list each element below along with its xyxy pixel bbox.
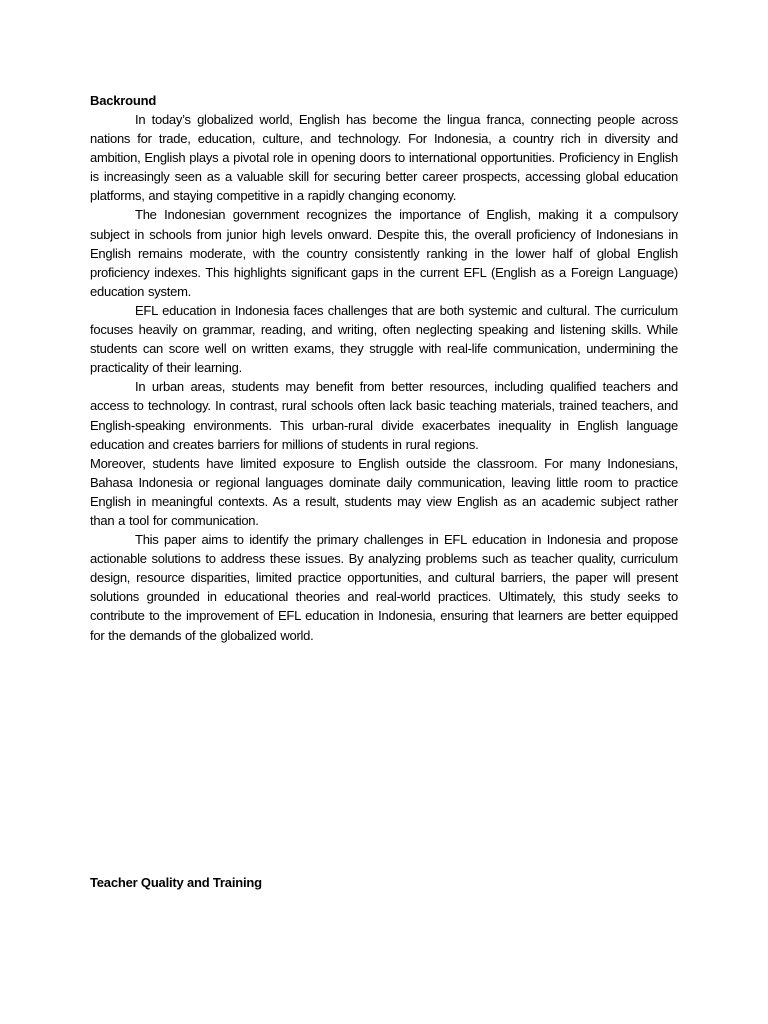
section-heading-teacher-quality: Teacher Quality and Training bbox=[90, 875, 262, 890]
paragraph-6: This paper aims to identify the primary challenges in EFL education in Indonesia and propose actionable solutions to address these issues. By analyzing problems such as teacher quality, curriculum design, resource disparities, limited practice opportunities, and cultural barriers, the paper will present solutions grounded in educational theories and real-world practices. Ultimately, this study seeks to contribute to the improvement of EFL education in Indonesia, ensuring that learners are better equipped for the demands of the globalized world. bbox=[90, 532, 678, 643]
paragraph-5: Moreover, students have limited exposure to English outside the classroom. For many Indonesians, Bahasa Indonesia or regional languages dominate daily communication, leaving little room to practice English in meaningful contexts. As a result, students may view English as an academic subject rather than a tool for communication. bbox=[90, 455, 678, 528]
paragraph-1: In today’s globalized world, English has become the lingua franca, connecting people across nations for trade, education, culture, and technology. For Indonesia, a country rich in diversity and ambition, English plays a pivotal role in opening doors to international opportunities. Proficiency in English is increasingly seen as a valuable skill for securing better career prospects, accessing global education platforms, and staying competitive in a rapidly changing economy. bbox=[90, 112, 678, 204]
section-teacher-quality bbox=[90, 873, 678, 892]
section-background bbox=[90, 91, 678, 645]
section-heading-background: Backround bbox=[90, 93, 157, 108]
paragraph-3: EFL education in Indonesia faces challenges that are both systemic and cultural. The curriculum focuses heavily on grammar, reading, and writing, often neglecting speaking and listening skills. While students can score well on written exams, they struggle with real-life communication, undermining the practicality of their learning. bbox=[90, 302, 678, 376]
paragraph-2: The Indonesian government recognizes the importance of English, making it a compulsory subject in schools from junior high levels onward. Despite this, the overall proficiency of Indonesians in English remains moderate, with the country consistently ranking in the lower half of global English proficiency indexes. This highlights significant gaps in the current EFL (English as a Foreign Language) education system. bbox=[90, 207, 678, 299]
paragraph-4: In urban areas, students may benefit from better resources, including qualified teachers and access to technology. In contrast, rural schools often lack basic teaching materials, trained teachers, and English-speaking environments. This urban-rural divide exacerbates inequality in English language education and creates barriers for millions of students in rural regions. bbox=[90, 379, 678, 452]
